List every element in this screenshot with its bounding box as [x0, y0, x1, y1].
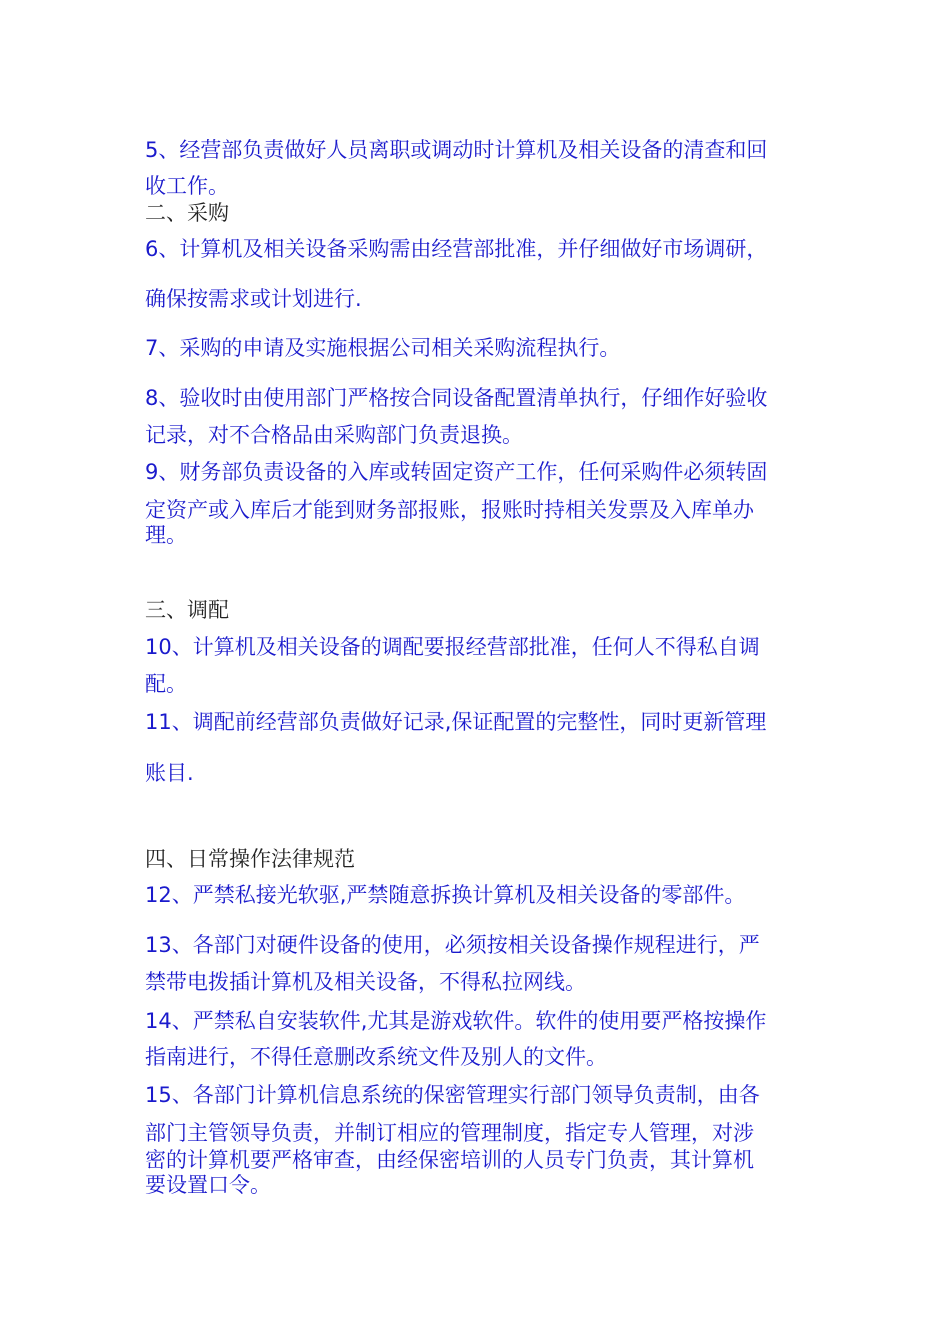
item-5-line-2: 收工作。: [145, 174, 229, 198]
item-6-line-2: 确保按需求或计划进行.: [145, 287, 362, 311]
item-14-line-1: 14、严禁私自安装软件,尤其是游戏软件。软件的使用要严格按操作: [145, 1009, 767, 1033]
item-6-line-1: 6、计算机及相关设备采购需由经营部批准，并仔细做好市场调研，: [145, 237, 768, 261]
section-heading-daily-operation: 四、日常操作法律规范: [145, 847, 355, 871]
item-12-line-1: 12、严禁私接光软驱,严禁随意拆换计算机及相关设备的零部件。: [145, 883, 746, 907]
section-heading-allocation: 三、调配: [145, 598, 229, 622]
item-9-line-2: 定资产或入库后才能到财务部报账，报账时持相关发票及入库单办: [145, 498, 754, 522]
item-15-line-2: 部门主管领导负责，并制订相应的管理制度，指定专人管理，对涉: [145, 1121, 754, 1145]
item-10-line-2: 配。: [145, 672, 187, 696]
item-13-line-2: 禁带电拨插计算机及相关设备，不得私拉网线。: [145, 970, 586, 994]
item-15-line-1: 15、各部门计算机信息系统的保密管理实行部门领导负责制，由各: [145, 1083, 760, 1107]
item-15-line-3: 密的计算机要严格审查，由经保密培训的人员专门负责，其计算机: [145, 1148, 754, 1172]
section-heading-purchase: 二、采购: [145, 201, 229, 225]
item-8-line-2: 记录，对不合格品由采购部门负责退换。: [145, 423, 523, 447]
item-15-line-4: 要设置口令。: [145, 1173, 271, 1197]
item-13-line-1: 13、各部门对硬件设备的使用，必须按相关设备操作规程进行，严: [145, 933, 760, 957]
item-9-line-1: 9、财务部负责设备的入库或转固定资产工作，任何采购件必须转固: [145, 460, 768, 484]
item-8-line-1: 8、验收时由使用部门严格按合同设备配置清单执行，仔细作好验收: [145, 386, 768, 410]
item-11-line-2: 账目.: [145, 761, 194, 785]
item-14-line-2: 指南进行，不得任意删改系统文件及别人的文件。: [145, 1045, 607, 1069]
item-5-line-1: 5、经营部负责做好人员离职或调动时计算机及相关设备的清查和回: [145, 138, 768, 162]
item-11-line-1: 11、调配前经营部负责做好记录,保证配置的完整性，同时更新管理: [145, 710, 767, 734]
item-10-line-1: 10、计算机及相关设备的调配要报经营部批准，任何人不得私自调: [145, 635, 760, 659]
item-9-line-3: 理。: [145, 523, 187, 547]
item-7-line-1: 7、采购的申请及实施根据公司相关采购流程执行。: [145, 336, 621, 360]
